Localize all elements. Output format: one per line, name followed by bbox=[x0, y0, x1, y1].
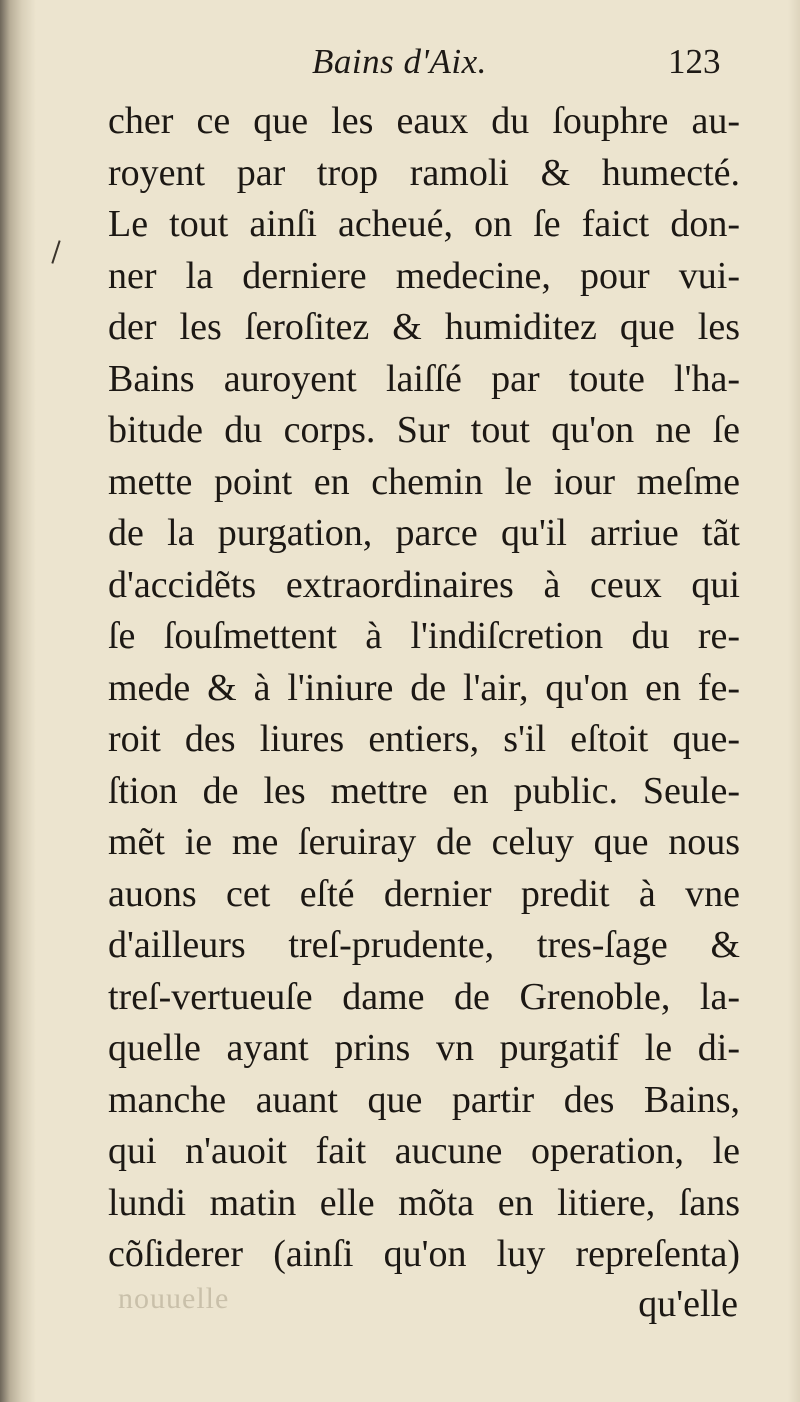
text-line: d'accidẽts extraordinaires à ceux qui bbox=[108, 563, 740, 606]
body-text bbox=[108, 96, 740, 1281]
text-line: cher ce que les eaux du ſouphre au- bbox=[108, 100, 740, 142]
text-line: Le tout ainſi acheué, on ſe faict don- bbox=[108, 203, 740, 245]
text-line: Bains auroyent laiſſé par toute l'ha- bbox=[108, 357, 740, 400]
page-number: 123 bbox=[668, 42, 721, 81]
text-line: bitude du corps. Sur tout qu'on ne ſe bbox=[108, 409, 740, 451]
text-line: quelle ayant prins vn purgatif le di- bbox=[108, 1027, 740, 1069]
text-line: d'ailleurs treſ-prudente, tres-ſage & bbox=[108, 924, 740, 966]
running-head bbox=[0, 42, 800, 92]
text-line: treſ-vertueuſe dame de Grenoble, la- bbox=[108, 975, 740, 1018]
text-line: mede & à l'iniure de l'air, qu'on en fe- bbox=[108, 666, 740, 709]
text-line: ner la derniere medecine, pour vui- bbox=[108, 254, 740, 297]
text-line: ſe ſouſmettent à l'indiſcretion du re- bbox=[108, 615, 740, 657]
text-line: cõſiderer (ainſi qu'on luy repreſenta) bbox=[108, 1233, 740, 1275]
text-line: mette point en chemin le iour meſme bbox=[108, 460, 740, 503]
text-line: mẽt ie me ſeruiray de celuy que nous bbox=[108, 821, 740, 863]
text-line: qui n'auoit fait aucune operation, le bbox=[108, 1130, 740, 1172]
ink-mark bbox=[51, 240, 60, 263]
text-line: manche auant que partir des Bains, bbox=[108, 1078, 740, 1121]
text-line: royent par trop ramoli & humecté. bbox=[108, 151, 740, 194]
page-edge bbox=[788, 0, 800, 1402]
show-through-text: nouuelle bbox=[118, 1282, 230, 1315]
page-footer bbox=[108, 1278, 740, 1330]
running-title: Bains d'Aix. bbox=[312, 42, 487, 81]
text-line: auons cet eſté dernier predit à vne bbox=[108, 872, 740, 915]
text-line: lundi matin elle mõta en litiere, ſans bbox=[108, 1181, 740, 1224]
text-line: de la purgation, parce qu'il arriue tãt bbox=[108, 512, 740, 554]
binding-gutter bbox=[0, 0, 36, 1402]
text-line: roit des liures entiers, s'il eſtoit que- bbox=[108, 718, 740, 760]
text-line: der les ſeroſitez & humiditez que les bbox=[108, 306, 740, 348]
catchword: qu'elle bbox=[638, 1283, 738, 1325]
text-line: ſtion de les mettre en public. Seule- bbox=[108, 769, 740, 812]
